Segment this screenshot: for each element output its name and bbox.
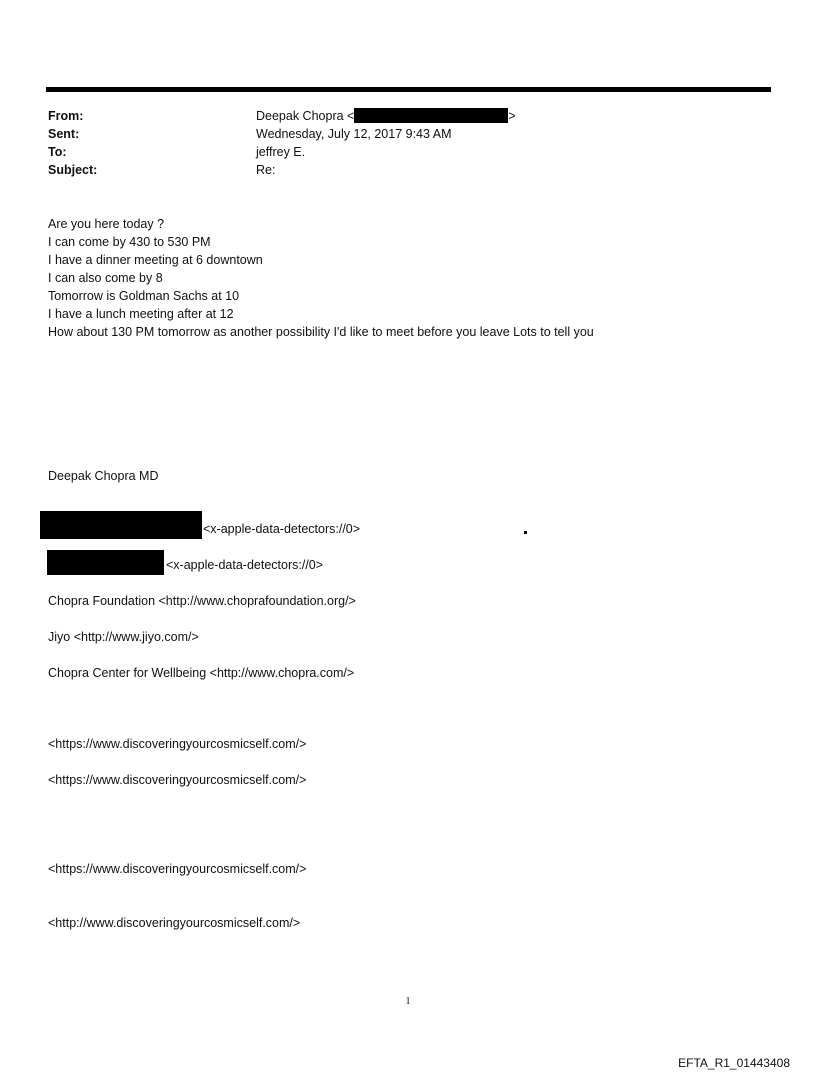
from-name: Deepak Chopra <: [256, 109, 355, 123]
signature-name: Deepak Chopra MD: [48, 469, 159, 483]
to-value: jeffrey E.: [256, 145, 306, 159]
redaction-bar: [354, 108, 508, 123]
data-detector-link[interactable]: <x-apple-data-detectors://0>: [166, 558, 324, 572]
sent-label: Sent:: [48, 127, 80, 141]
stray-dot: [524, 531, 527, 534]
header-divider: [46, 87, 771, 92]
subject-label: Subject:: [48, 163, 98, 177]
body-line: Are you here today ?: [48, 217, 165, 231]
from-label: From:: [48, 109, 84, 123]
from-value: [256, 107, 516, 125]
from-suffix: >: [508, 109, 516, 123]
body-line: Tomorrow is Goldman Sachs at 10: [48, 289, 240, 303]
to-label: To:: [48, 145, 67, 159]
redaction-block: [40, 511, 202, 539]
chopra-foundation-link[interactable]: Chopra Foundation <http://www.choprafoundation.org/>: [48, 594, 356, 608]
body-line: I can come by 430 to 530 PM: [48, 235, 211, 249]
cosmic-self-link[interactable]: <https://www.discoveringyourcosmicself.com/>: [48, 737, 307, 751]
cosmic-self-link[interactable]: <https://www.discoveringyourcosmicself.com/>: [48, 773, 307, 787]
redaction-block: [47, 550, 164, 575]
page-number: 1: [405, 996, 411, 1007]
body-line: I have a lunch meeting after at 12: [48, 307, 234, 321]
document-id: EFTA_R1_01443408: [678, 1056, 790, 1070]
cosmic-self-link[interactable]: <http://www.discoveringyourcosmicself.com/>: [48, 916, 301, 930]
body-line: How about 130 PM tomorrow as another possibility I'd like to meet before you leave Lots to tell you: [48, 325, 594, 339]
jiyo-link[interactable]: Jiyo <http://www.jiyo.com/>: [48, 630, 199, 644]
cosmic-self-link[interactable]: <https://www.discoveringyourcosmicself.com/>: [48, 862, 307, 876]
chopra-center-link[interactable]: Chopra Center for Wellbeing <http://www.chopra.com/>: [48, 666, 355, 680]
body-line: I have a dinner meeting at 6 downtown: [48, 253, 263, 267]
data-detector-link[interactable]: <x-apple-data-detectors://0>: [203, 522, 361, 536]
subject-value: Re:: [256, 163, 276, 177]
body-line: I can also come by 8: [48, 271, 163, 285]
sent-value: Wednesday, July 12, 2017 9:43 AM: [256, 127, 452, 141]
